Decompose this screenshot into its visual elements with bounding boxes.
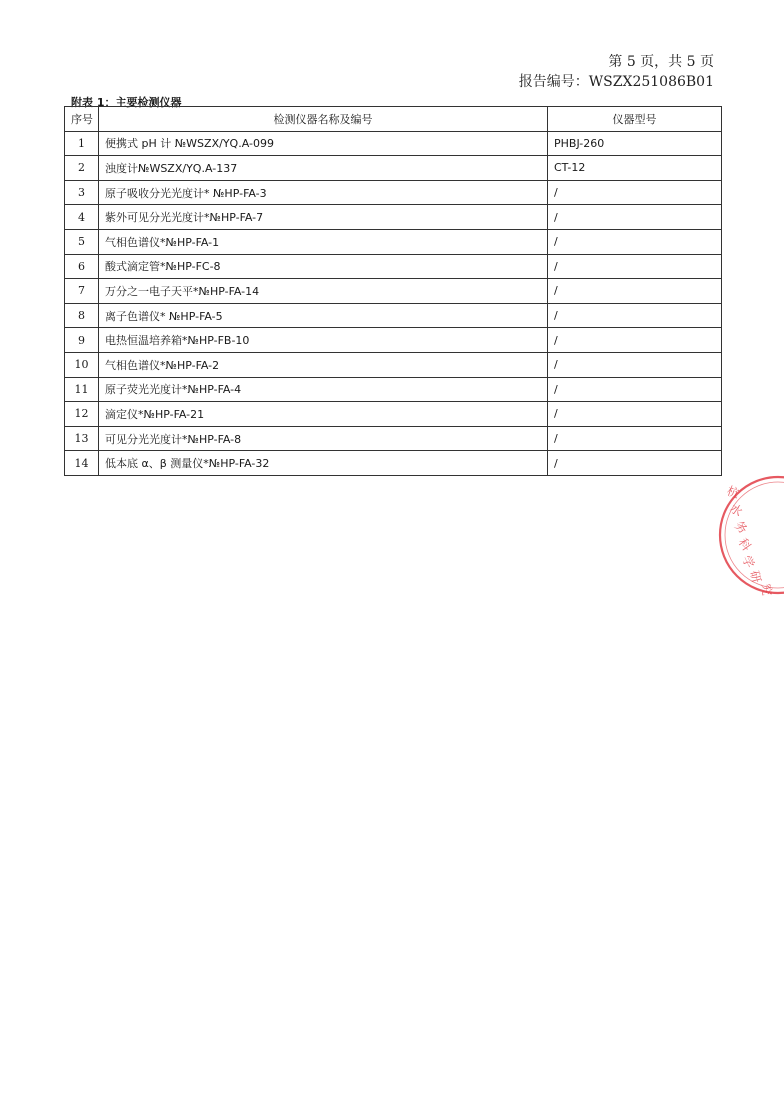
instrument-name: 万分之一电子天平*№HP-FA-14 <box>99 279 548 304</box>
instrument-model: / <box>548 205 722 230</box>
row-number: 11 <box>65 377 99 402</box>
table-row <box>65 279 722 304</box>
instrument-model: / <box>548 352 722 377</box>
instrument-model: / <box>548 402 722 427</box>
table-row <box>65 303 722 328</box>
svg-text:水: 水 <box>727 500 746 520</box>
row-number: 6 <box>65 254 99 279</box>
col-header-no: 序号 <box>65 107 99 132</box>
row-number: 4 <box>65 205 99 230</box>
row-number: 10 <box>65 352 99 377</box>
instrument-model: PHBJ-260 <box>548 131 722 156</box>
instrument-name: 紫外可见分光光度计*№HP-FA-7 <box>99 205 548 230</box>
instrument-model: / <box>548 328 722 353</box>
instrument-table <box>64 106 722 476</box>
instrument-model: / <box>548 229 722 254</box>
svg-text:研: 研 <box>747 569 764 585</box>
table-row <box>65 451 722 476</box>
instrument-model: / <box>548 180 722 205</box>
table-header-row <box>65 107 722 132</box>
instrument-model: CT-12 <box>548 156 722 181</box>
table-row <box>65 402 722 427</box>
table-row <box>65 131 722 156</box>
instrument-name: 酸式滴定管*№HP-FC-8 <box>99 254 548 279</box>
instrument-model: / <box>548 254 722 279</box>
instrument-name: 电热恒温培养箱*№HP-FB-10 <box>99 328 548 353</box>
report-number: 报告编号：WSZX251086B01 <box>518 74 714 90</box>
table-row <box>65 254 722 279</box>
instrument-model: / <box>548 377 722 402</box>
row-number: 3 <box>65 180 99 205</box>
instrument-name: 可见分光光度计*№HP-FA-8 <box>99 426 548 451</box>
instrument-name: 原子吸收分光光度计* №HP-FA-3 <box>99 180 548 205</box>
instrument-name: 气相色谱仪*№HP-FA-2 <box>99 352 548 377</box>
svg-text:科: 科 <box>735 535 754 554</box>
row-number: 13 <box>65 426 99 451</box>
instrument-name: 滴定仪*№HP-FA-21 <box>99 402 548 427</box>
instrument-model: / <box>548 303 722 328</box>
row-number: 1 <box>65 131 99 156</box>
row-number: 7 <box>65 279 99 304</box>
official-seal-stamp <box>716 470 784 600</box>
table-row <box>65 156 722 181</box>
instrument-name: 离子色谱仪* №HP-FA-5 <box>99 303 548 328</box>
col-header-name: 检测仪器名称及编号 <box>99 107 548 132</box>
table-row <box>65 352 722 377</box>
table-row <box>65 426 722 451</box>
instrument-name: 便携式 pH 计 №WSZX/YQ.A-099 <box>99 131 548 156</box>
table-caption: 附表 1：主要检测仪器 <box>71 96 182 109</box>
table-row <box>65 229 722 254</box>
table-row <box>65 205 722 230</box>
row-number: 8 <box>65 303 99 328</box>
row-number: 5 <box>65 229 99 254</box>
table-row <box>65 180 722 205</box>
page-info: 第 5 页，共 5 页 <box>608 54 714 70</box>
row-number: 2 <box>65 156 99 181</box>
svg-text:杭: 杭 <box>724 483 742 501</box>
instrument-model: / <box>548 451 722 476</box>
instrument-name: 浊度计№WSZX/YQ.A-137 <box>99 156 548 181</box>
report-header <box>519 52 714 92</box>
svg-text:学: 学 <box>739 553 758 571</box>
instrument-name: 原子荧光光度计*№HP-FA-4 <box>99 377 548 402</box>
instrument-name: 低本底 α、β 测量仪*№HP-FA-32 <box>99 451 548 476</box>
table-row <box>65 328 722 353</box>
instrument-model: / <box>548 279 722 304</box>
svg-text:究: 究 <box>759 583 775 597</box>
row-number: 12 <box>65 402 99 427</box>
instrument-name: 气相色谱仪*№HP-FA-1 <box>99 229 548 254</box>
instrument-model: / <box>548 426 722 451</box>
row-number: 9 <box>65 328 99 353</box>
svg-text:务: 务 <box>731 518 751 537</box>
row-number: 14 <box>65 451 99 476</box>
table-row <box>65 377 722 402</box>
col-header-model: 仪器型号 <box>548 107 722 132</box>
